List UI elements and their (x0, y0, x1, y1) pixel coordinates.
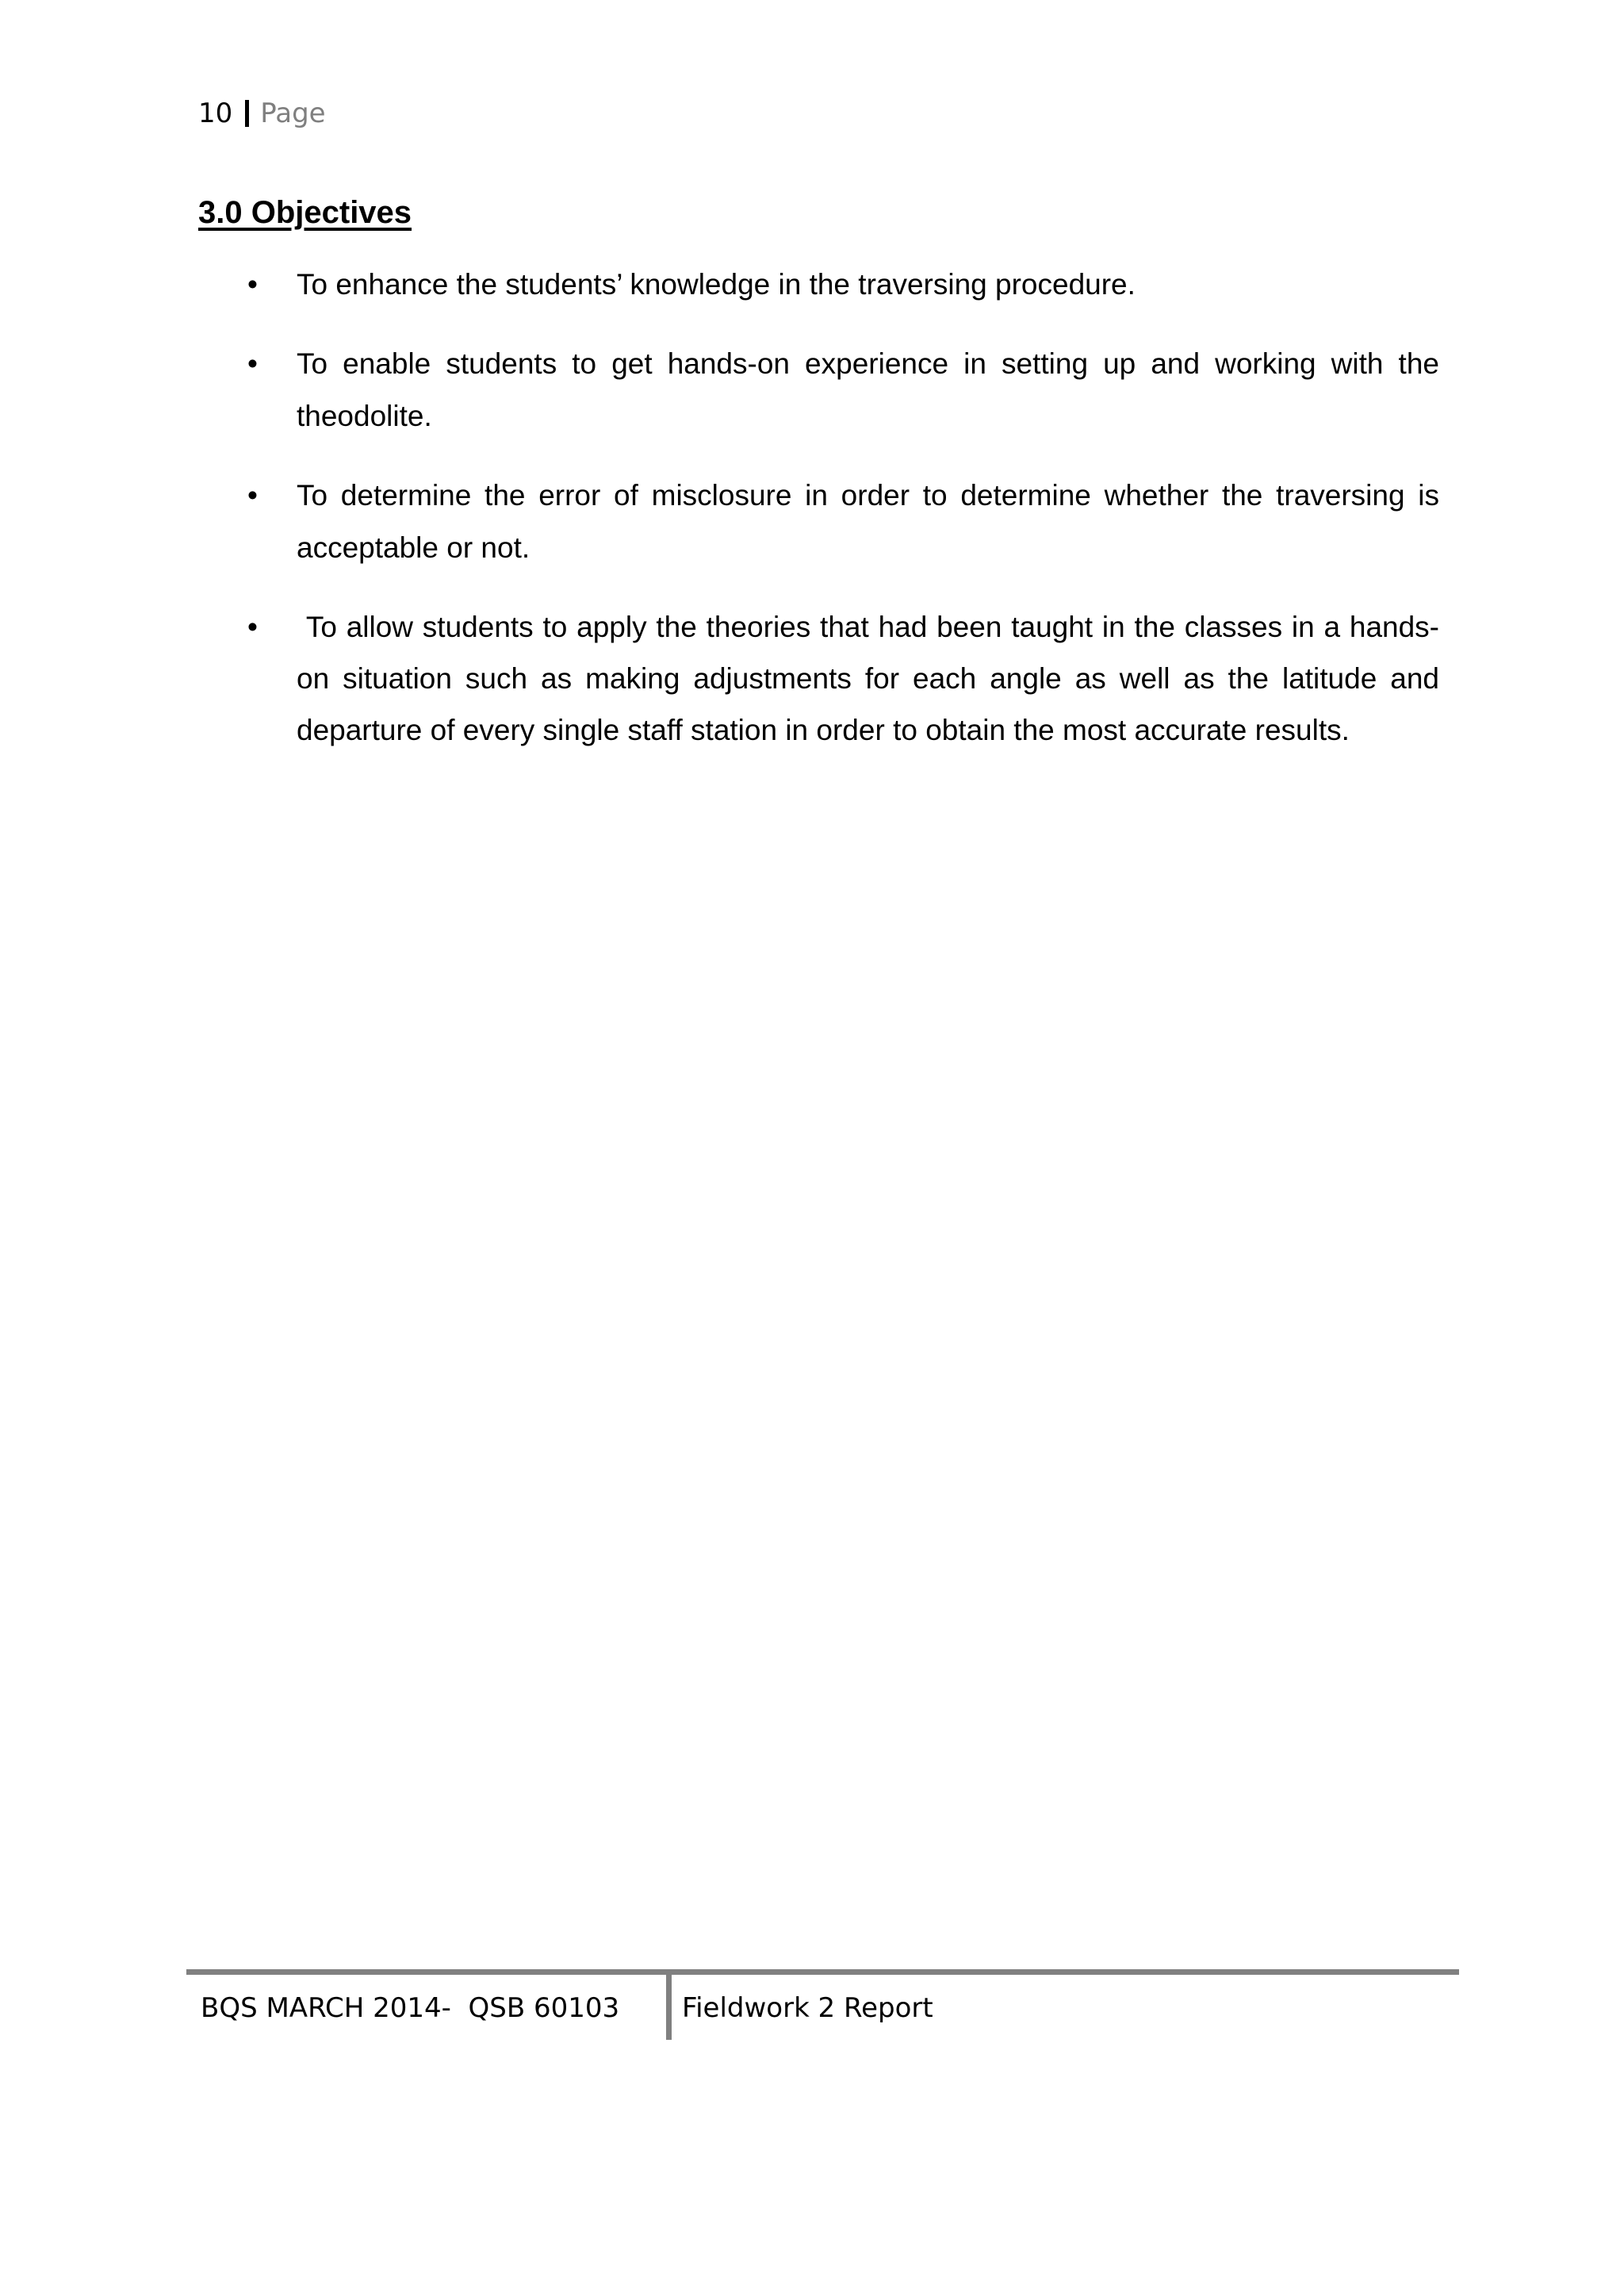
page-header (198, 94, 326, 133)
objective-item (198, 259, 1439, 311)
bullet: • (247, 268, 258, 301)
page-number-separator (245, 100, 249, 127)
page-number: 10 (198, 98, 233, 129)
objective-text: To allow students to apply the theories that had been taught in the classes in a hands- on situation such as making adjustments for each angle as well as the latitude and departure of every single staff station in order to obtain the most accurate results. (297, 611, 1448, 746)
footer-report-title: Fieldwork 2 Report (682, 1992, 933, 2024)
objective-item (198, 338, 1439, 443)
bullet: • (247, 611, 258, 643)
objective-text: To enable students to get hands-on experience in setting up and working with the theodolite. (297, 347, 1439, 432)
bullet: • (247, 347, 258, 380)
footer-course-code: BQS MARCH 2014- QSB 60103 (201, 1992, 620, 2024)
objectives-list (198, 259, 1448, 783)
objective-item (198, 601, 1448, 756)
footer-divider (666, 1975, 672, 2040)
objective-item (198, 470, 1439, 574)
footer-rule (186, 1969, 1459, 1975)
objective-text: To enhance the students’ knowledge in the traversing procedure. (297, 268, 1136, 301)
bullet: • (247, 479, 258, 512)
page-word: Page (260, 98, 326, 129)
objective-text: To determine the error of misclosure in order to determine whether the traversing is acceptable or not. (297, 479, 1439, 564)
section-title: 3.0 Objectives (198, 195, 412, 230)
